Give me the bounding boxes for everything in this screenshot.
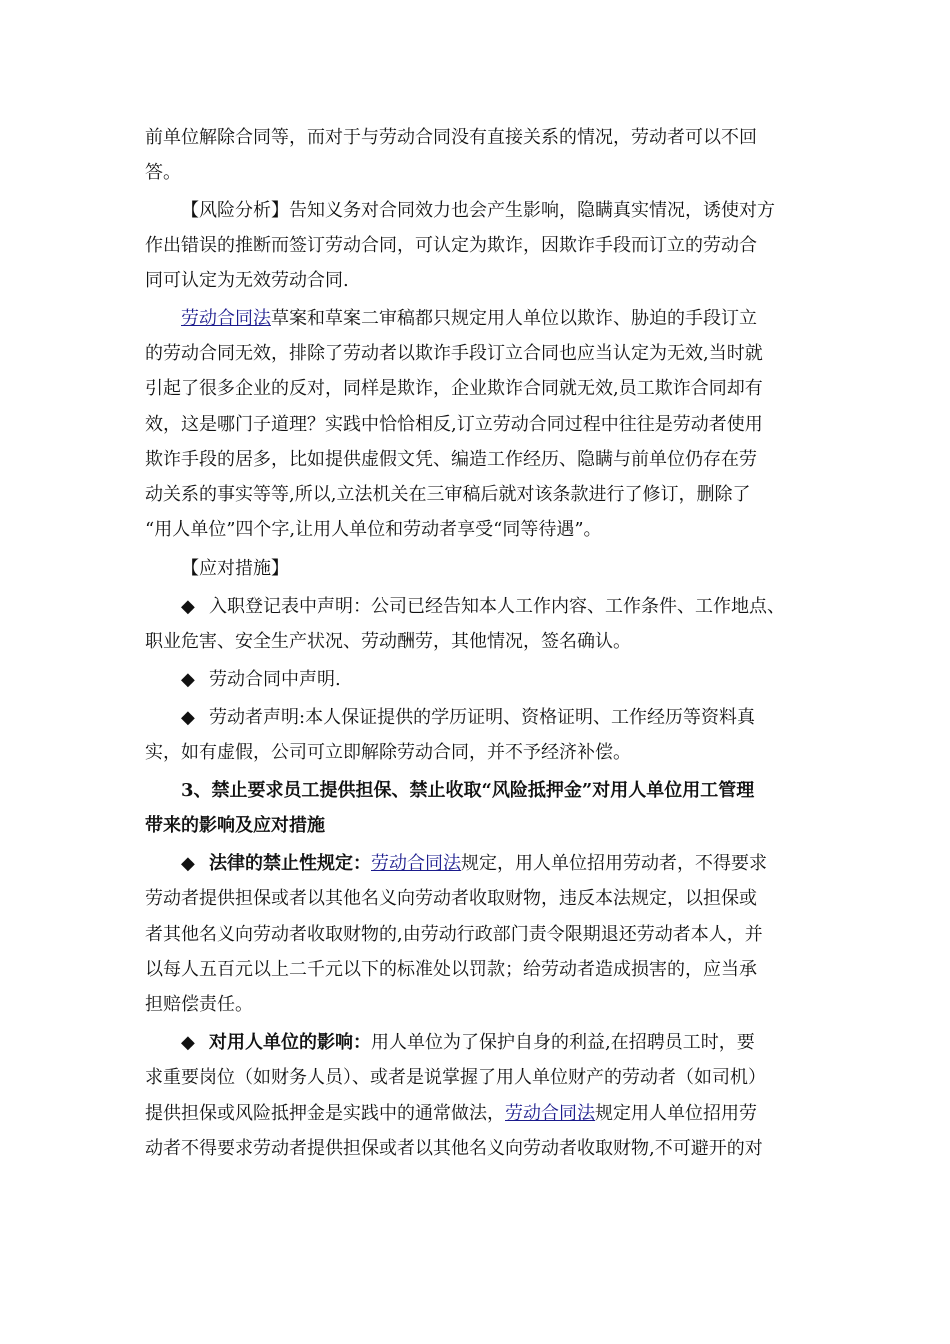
law-line-4: 以每人五百元以上二千元以下的标准处以罚款；给劳动者造成损害的，应当承 [145,959,757,980]
diamond-bullet-icon: ◆ [181,596,195,617]
impact-line-2: 求重要岗位（如财务人员）、或者是说掌握了用人单位财产的劳动者（如司机） [145,1067,766,1088]
impact-label: 对用人单位的影响： [209,1032,371,1053]
p3-line-4: 效，这是哪门子道理？实践中恰恰相反,订立劳动合同过程中往往是劳动者使用 [145,414,763,435]
diamond-bullet-icon: ◆ [181,853,195,874]
measure-1-line-2: 职业危害、安全生产状况、劳动酬劳，其他情况，签名确认。 [145,631,631,652]
measure-bullet-2 [181,667,341,693]
p3-line-5: 欺诈手段的居多，比如提供虚假文凭、编造工作经历、隐瞒与前单位仍存在劳 [145,449,757,470]
p3-line-1-text: 草案和草案二审稿都只规定用人单位以欺诈、胁迫的手段订立 [271,308,757,329]
law-line-2: 劳动者提供担保或者以其他名义向劳动者收取财物，违反本法规定，以担保或 [145,888,757,909]
impact-line-1-text: 用人单位为了保护自身的利益,在招聘员工时，要 [371,1032,755,1053]
law-link[interactable]: 劳动合同法 [505,1103,595,1124]
measure-bullet-3 [181,705,755,731]
diamond-bullet-icon: ◆ [181,669,195,690]
diamond-bullet-icon: ◆ [181,1032,195,1053]
measure-1-line-1: 入职登记表中声明：公司已经告知本人工作内容、工作条件、工作地点、 [209,596,785,617]
p2-line-2: 作出错误的推断而签订劳动合同，可认定为欺诈，因欺诈手段而订立的劳动合 [145,235,757,256]
p1-line-1: 前单位解除合同等，而对于与劳动合同没有直接关系的情况，劳动者可以不回 [145,127,757,148]
diamond-bullet-icon: ◆ [181,707,195,728]
measure-2-text: 劳动合同中声明. [209,669,341,690]
impact-line-3 [145,1101,757,1127]
p3-line-6: 动关系的事实等等,所以,立法机关在三审稿后就对该条款进行了修订，删除了 [145,484,751,505]
p3-line-1 [181,306,757,332]
p1-line-2: 答。 [145,162,181,183]
p2-line-3: 同可认定为无效劳动合同. [145,270,349,291]
law-bullet [181,851,767,877]
law-line-1-text: 规定，用人单位招用劳动者，不得要求 [461,853,767,874]
measure-3-line-1: 劳动者声明:本人保证提供的学历证明、资格证明、工作经历等资料真 [209,707,756,728]
section-3-heading-line-2: 带来的影响及应对措施 [145,815,325,836]
law-line-5: 担赔偿责任。 [145,994,253,1015]
p3-line-2: 的劳动合同无效，排除了劳动者以欺诈手段订立合同也应当认定为无效,当时就 [145,343,763,364]
section-3-heading-line-1: 3、禁止要求员工提供担保、禁止收取“风险抵押金”对用人单位用工管理 [181,780,755,801]
impact-bullet [181,1030,755,1056]
impact-line-3-post: 规定用人单位招用劳 [595,1103,757,1124]
p2-line-1: 【风险分析】告知义务对合同效力也会产生影响，隐瞒真实情况，诱使对方 [181,200,775,221]
p3-line-7: “用人单位”四个字,让用人单位和劳动者享受“同等待遇”。 [145,519,602,540]
measure-3-line-2: 实，如有虚假，公司可立即解除劳动合同，并不予经济补偿。 [145,742,631,763]
impact-line-4: 动者不得要求劳动者提供担保或者以其他名义向劳动者收取财物,不可避开的对 [145,1138,763,1159]
p3-line-3: 引起了很多企业的反对，同样是欺诈，企业欺诈合同就无效,员工欺诈合同却有 [145,378,763,399]
law-label: 法律的禁止性规定： [209,853,371,874]
impact-line-3-pre: 提供担保或风险抵押金是实践中的通常做法， [145,1103,505,1124]
law-link[interactable]: 劳动合同法 [371,853,461,874]
measures-heading: 【应对措施】 [181,558,289,579]
law-link[interactable]: 劳动合同法 [181,308,271,329]
measure-bullet-1 [181,594,785,620]
law-line-3: 者其他名义向劳动者收取财物的,由劳动行政部门责令限期退还劳动者本人，并 [145,924,763,945]
